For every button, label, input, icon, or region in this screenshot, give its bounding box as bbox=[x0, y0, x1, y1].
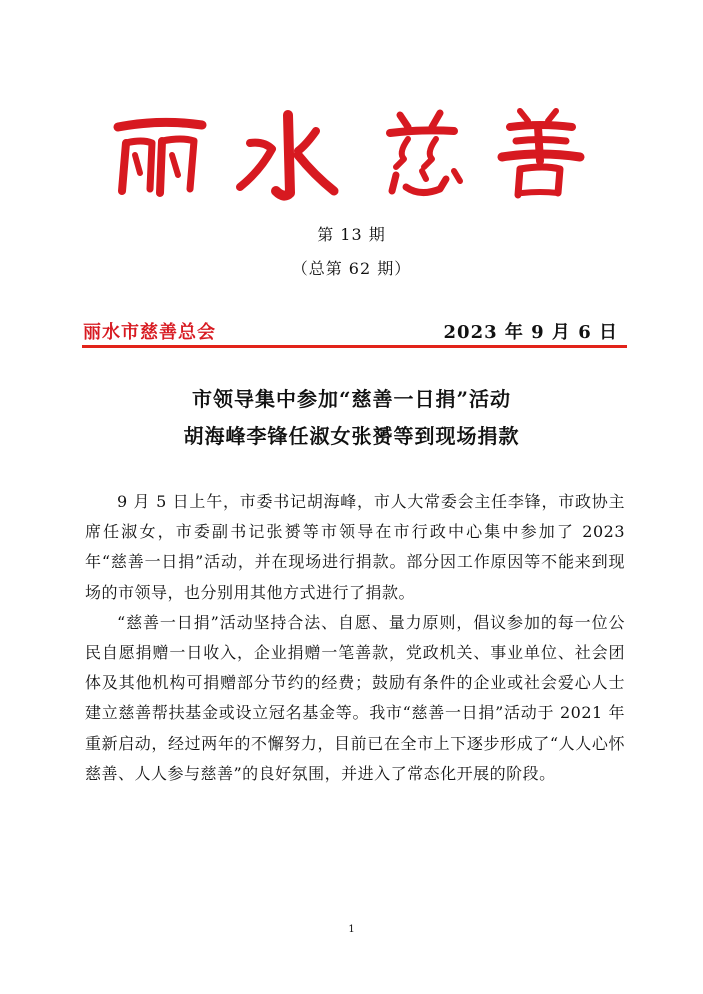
organization-name: 丽水市慈善总会 bbox=[83, 322, 216, 343]
issue-number: 第 13 期 bbox=[317, 225, 386, 244]
page-number: 1 bbox=[348, 924, 355, 935]
article-title-line2: 胡海峰李锋任淑女张赟等到现场捐款 bbox=[183, 424, 520, 448]
article-body bbox=[85, 487, 625, 789]
article-title-line1: 市领导集中参加“慈善一日捐”活动 bbox=[191, 387, 511, 411]
paragraph: “慈善一日捐”活动坚持合法、自愿、量力原则，倡议参加的每一位公民自愿捐赠一日收入，企业捐赠一笔善款，党政机关、事业单位、社会团体及其他机构可捐赠部分节约的经费；鼓励有条件的企业或社会爱心人士建立慈善帮扶基金或设立冠名基金等。我市“慈善一日捐”活动于 2021 年重新启动，经过两年的不懈努力，目前已在全市上下逐步形成了“人人心怀慈善、人人参与慈善”的良好氛围，并进入了常态化开展的阶段。 bbox=[85, 612, 625, 783]
publish-date: 2023 年 9 月 6 日 bbox=[443, 322, 618, 343]
masthead-logo bbox=[100, 105, 603, 205]
paragraph: 9 月 5 日上午，市委书记胡海峰，市人大常委会主任李锋，市政协主席任淑女，市委副书记张赟等市领导在市行政中心集中参加了 2023 年“慈善一日捐”活动，并在现场进行捐款。部分因工作原因等不能来到现场的市领导，也分别用其他方式进行了捐款。 bbox=[85, 492, 625, 602]
header-divider bbox=[82, 345, 627, 348]
issue-total-number: （总第 62 期） bbox=[291, 259, 412, 278]
calligraphy-title-icon bbox=[100, 105, 603, 205]
